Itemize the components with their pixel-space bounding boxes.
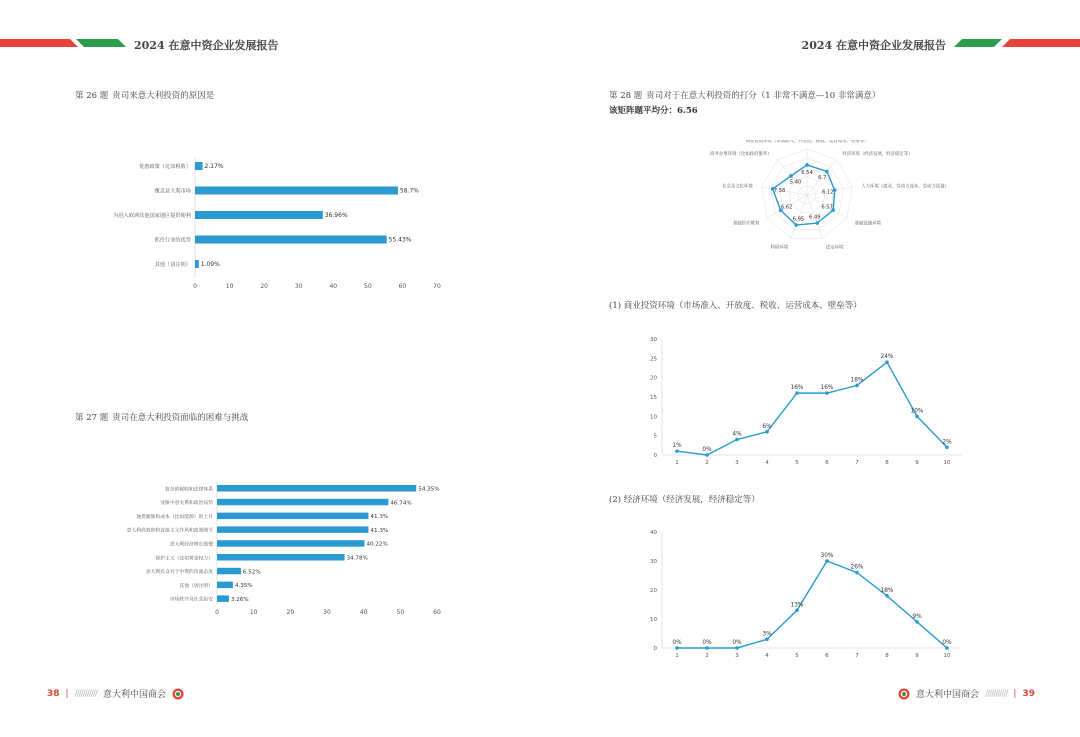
sub2-title: (2) 经济环境（经济发展，经济稳定等） (609, 495, 760, 505)
footer-separator-left: | (65, 688, 69, 699)
q27-category-label: 通货膨胀和成本（比如能源）的上升 (136, 514, 213, 520)
sub2-value-label: 3% (762, 631, 772, 638)
radar-value-label: 6.57 (821, 204, 833, 211)
sub1-x-tick-label: 7 (855, 460, 859, 466)
header-stripe-red-right (1002, 39, 1080, 47)
q27-bar (217, 513, 368, 520)
q26-tick-label: 60 (398, 283, 407, 290)
sub1-title: (1) 商业投资环境（市场准入、开放度、税收、运营成本、壁垒等） (609, 301, 862, 311)
footer-right (898, 687, 1035, 700)
sub1-point (855, 384, 859, 388)
q27-bar (217, 540, 364, 547)
sub1-point (945, 445, 949, 449)
sub1-series-line (677, 362, 947, 455)
q26-tick-label: 10 (225, 283, 234, 290)
q26-tick-label: 30 (294, 283, 303, 290)
sub1-point (735, 438, 739, 442)
header-title-right: 2024 在意中资企业发展报告 (801, 39, 946, 52)
q27-tick-label: 20 (286, 609, 295, 616)
sub1-x-tick-label: 1 (675, 460, 679, 466)
sub2-value-label: 0% (942, 640, 952, 646)
q27-bar (217, 485, 416, 492)
q27-value-label: 41.3% (370, 514, 389, 521)
footer-separator-right: | (1013, 688, 1017, 699)
q26-category-label: 覆盖意大利市场 (154, 188, 191, 195)
sub2-x-tick-label: 6 (825, 653, 829, 659)
sub2-x-tick-label: 5 (795, 653, 799, 659)
sub1-value-label: 2% (942, 439, 952, 446)
q27-bar (217, 554, 345, 561)
radar-axis-label: 社会及文化环境 (722, 184, 753, 190)
sub2-x-tick-label: 10 (943, 653, 951, 659)
sub2-value-label: 30% (820, 553, 834, 559)
sub1-y-tick-label: 5 (653, 433, 657, 440)
sub2-y-tick-label: 30 (650, 559, 657, 565)
sub2-x-tick-label: 8 (885, 653, 889, 659)
q27-category-label: 意大利经济增长缓慢 (169, 542, 213, 548)
footer-slashes-right: /////////// (985, 688, 1008, 699)
sub2-x-tick-label: 3 (735, 653, 739, 659)
sub2-x-tick-label: 7 (855, 653, 859, 659)
q27-value-label: 34.78% (346, 555, 368, 562)
sub2-y-tick-label: 40 (650, 530, 657, 536)
sub1-point (765, 430, 769, 434)
sub1-value-label: 4% (732, 431, 742, 438)
header-title-left: 2024 在意中资企业发展报告 (134, 39, 279, 52)
sub2-value-label: 0% (732, 640, 742, 646)
q27-category-label: 复杂的税收和法律体系 (165, 487, 213, 493)
q26-bar (195, 236, 387, 244)
sub2-point (855, 571, 859, 575)
sub1-value-label: 16% (820, 385, 834, 392)
footer-slashes-left: /////////// (74, 688, 97, 699)
sub1-value-label: 1% (672, 443, 682, 450)
sub1-x-tick-label: 10 (943, 460, 951, 466)
sub1-value-label: 18% (850, 377, 864, 384)
radar-point (794, 223, 798, 227)
q27-bar (217, 568, 241, 575)
q26-value-label: 2.17% (204, 163, 224, 171)
q27-category-label: 意大利民众对于中资的负面态度 (145, 570, 213, 576)
header-stripe-green-left (76, 39, 126, 47)
q27-category-label: 市场秩序及社会治安 (169, 597, 213, 603)
sub1-y-tick-label: 15 (650, 395, 657, 401)
radar-axis-label: 科研环境 (770, 245, 789, 251)
q26-category-label: 其他（请注明） (154, 262, 191, 268)
q28-number: 第 28 题 (609, 91, 643, 101)
sub1-x-tick-label: 6 (825, 460, 829, 466)
q26-tick-label: 0 (193, 283, 197, 290)
sub2-value-label: 0% (672, 640, 682, 646)
header-stripe-green-right (954, 39, 1002, 47)
sub2-value-label: 9% (912, 613, 922, 620)
q27-tick-label: 50 (396, 609, 405, 616)
q27-bar (217, 582, 233, 589)
sub2-value-label: 26% (850, 564, 864, 571)
q27-tick-label: 10 (249, 609, 258, 616)
q28-average: 该矩阵题平均分：6.56 (609, 106, 698, 116)
sub2-x-tick-label: 1 (675, 653, 679, 659)
q28-text: 贵司对于在意大利投资的打分（1 非常不满意—10 非常满意） (646, 91, 881, 101)
sub1-x-tick-label: 3 (735, 460, 739, 466)
sub1-y-tick-label: 0 (653, 453, 657, 459)
sub2-value-label: 13% (790, 602, 804, 609)
radar-point (825, 170, 829, 174)
q26-title (75, 89, 214, 101)
sub1-x-tick-label: 5 (795, 460, 799, 466)
sub2-point (795, 609, 799, 613)
radar-axis-label: 商务办事环境（比如政府服务） (710, 151, 772, 157)
sub2-y-tick-label: 20 (650, 588, 657, 594)
q26-tick-label: 70 (433, 283, 441, 290)
sub1-y-tick-label: 30 (650, 337, 657, 343)
q28-title (609, 89, 880, 101)
sub1-value-label: 24% (880, 354, 894, 361)
q27-bar (217, 595, 229, 602)
sub1-point (825, 391, 829, 395)
q27-value-label: 4.35% (234, 583, 253, 590)
q26-bar (195, 162, 203, 170)
sub2-point (675, 646, 679, 650)
q26-value-label: 55.43% (388, 236, 412, 244)
sub2-x-tick-label: 9 (915, 653, 919, 659)
q27-category-label: 保护主义（比如黄金权力） (155, 556, 213, 562)
q26-number: 第 26 题 (75, 91, 109, 101)
header-stripe-red-left (0, 39, 78, 47)
radar-point (789, 174, 793, 178)
q27-tick-label: 30 (323, 609, 331, 616)
q26-bar-chart (60, 150, 460, 295)
sub2-value-label: 18% (880, 587, 894, 594)
q26-value-label: 36.96% (324, 212, 348, 220)
radar-value-label: 5.40 (789, 179, 802, 186)
sub2-x-tick-label: 2 (705, 653, 709, 659)
org-name-right: 意大利中国商会 (916, 690, 980, 700)
sub1-y-tick-label: 25 (650, 356, 657, 363)
sub2-series-line (677, 561, 947, 648)
q26-bar (195, 211, 323, 219)
q27-value-label: 40.22% (366, 541, 388, 548)
radar-axis-label: 经济环境（经济发展、经济稳定等） (842, 151, 913, 157)
q26-text: 贵司来意大利投资的原因是 (112, 91, 215, 101)
radar-value-label: 6.7 (818, 174, 827, 181)
q26-category-label: 优惠政策（比如税收） (139, 164, 191, 170)
sub2-point (765, 638, 769, 642)
q27-text: 贵司在意大利投资面临的困难与挑战 (112, 413, 249, 423)
sub1-y-tick-label: 20 (650, 375, 657, 382)
sub1-y-tick-label: 10 (650, 414, 657, 421)
org-name-left: 意大利中国商会 (102, 690, 166, 700)
q27-tick-label: 60 (433, 609, 441, 616)
radar-value-label: 6.54 (801, 169, 813, 176)
radar-value-label: 7.58 (773, 188, 786, 195)
sub2-point (915, 620, 919, 624)
q26-tick-label: 50 (364, 283, 372, 290)
sub2-line-chart (640, 526, 970, 661)
q27-category-label: 受限中意关系和政治局势 (160, 501, 213, 507)
sub2-point (945, 646, 949, 650)
q27-category-label: 意大利高效的和直接主义作风和政策细节 (126, 528, 213, 534)
radar-axis-label: 法定环境 (825, 245, 844, 251)
sub1-x-tick-label: 4 (765, 460, 769, 466)
q27-bar (217, 526, 368, 533)
q26-bar (195, 260, 199, 268)
radar-value-label: 6.95 (792, 216, 805, 223)
q27-value-label: 3.26% (230, 596, 249, 603)
logo-icon-left (172, 688, 184, 700)
q27-bar (217, 499, 388, 506)
sub1-point (705, 453, 709, 457)
sub1-x-tick-label: 2 (705, 460, 709, 466)
sub2-y-tick-label: 10 (650, 617, 657, 623)
q26-tick-label: 20 (260, 283, 268, 290)
sub2-point (825, 559, 829, 563)
radar-point (805, 163, 809, 167)
q27-number: 第 27 题 (75, 413, 109, 423)
radar-value-label: 6.62 (780, 204, 793, 211)
sub2-y-tick-label: 0 (653, 646, 657, 652)
sub1-point (675, 449, 679, 453)
q26-tick-label: 40 (329, 283, 338, 290)
sub2-point (735, 646, 739, 650)
sub1-x-tick-label: 8 (885, 460, 889, 466)
q26-category-label: 为进入欧洲其他国家地区提供便利 (113, 213, 191, 219)
sub1-value-label: 16% (790, 385, 804, 392)
sub1-x-tick-label: 9 (915, 460, 919, 466)
sub1-value-label: 0% (702, 447, 712, 453)
q27-value-label: 6.52% (242, 569, 261, 576)
radar-value-label: 6.49 (809, 214, 821, 221)
q27-value-label: 46.74% (390, 500, 412, 507)
radar-value-label: 6.12 (822, 189, 834, 196)
q27-value-label: 54.35% (418, 486, 440, 493)
sub1-point (885, 360, 889, 364)
q27-tick-label: 0 (215, 609, 219, 616)
q27-bar-chart (60, 478, 460, 620)
sub1-point (795, 391, 799, 395)
radar-point (815, 221, 819, 225)
sub1-value-label: 10% (910, 408, 924, 415)
sub1-value-label: 6% (762, 423, 772, 430)
radar-axis-label: 商业投资环境（市场准入、开放度、税收、运营成本、壁垒等） (745, 140, 869, 144)
sub2-value-label: 0% (702, 640, 712, 646)
sub2-point (885, 594, 889, 598)
sub2-point (705, 646, 709, 650)
q27-value-label: 41.3% (370, 527, 389, 534)
sub1-line-chart (640, 333, 970, 468)
radar-axis-label: 人力环境（就业、劳动力成本、劳动力质量） (861, 184, 949, 190)
page-number-left: 38 (47, 688, 60, 699)
sub1-point (915, 415, 919, 419)
q26-category-label: 抓住行业的优势 (154, 237, 191, 244)
q26-value-label: 58.7% (399, 187, 419, 195)
footer-left (47, 687, 184, 700)
q26-value-label: 1.09% (200, 261, 220, 269)
q27-category-label: 其他（请注明） (179, 583, 213, 589)
q26-bar (195, 187, 398, 195)
q28-radar-chart (660, 140, 1000, 270)
radar-axis-label: 基础设施环境 (854, 221, 881, 227)
q27-tick-label: 40 (359, 609, 368, 616)
sub2-x-tick-label: 4 (765, 653, 769, 659)
radar-axis-label: 基础医疗教育 (733, 221, 760, 227)
page-number-right: 39 (1022, 688, 1035, 699)
q27-title (75, 411, 248, 423)
logo-icon-right (898, 688, 910, 700)
